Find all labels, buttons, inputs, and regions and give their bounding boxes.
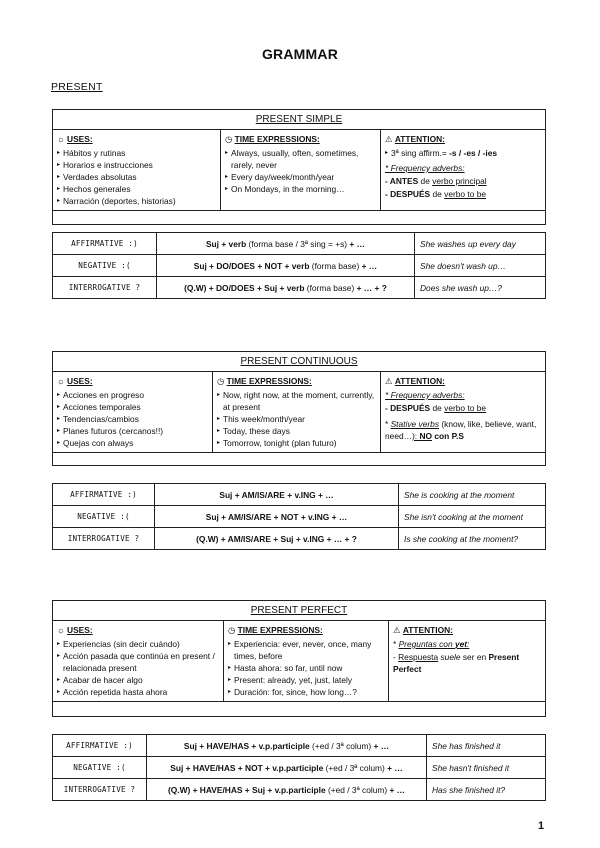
table-row: NEGATIVE :( Suj + AM/IS/ARE + NOT + v.ING + … She isn't cooking at the moment [53,506,546,528]
list-item: ▸ Now, right now, at the moment, currently, at present [217,389,376,413]
present-continuous-title-bar: PRESENT CONTINUOUS [53,352,545,372]
list-item: ▸ Hábitos y rutinas [57,147,216,159]
list-item: ▸ Narración (deportes, historias) [57,195,216,207]
section-heading: PRESENT [51,81,103,93]
present-continuous-forms-table [52,483,546,550]
present-perfect-box [52,600,546,717]
uses-heading: USES: [67,376,93,386]
list-item: ▸ Experiencia: ever, never, once, many times, before [228,638,384,662]
table-row: INTERROGATIVE ? (Q.W) + AM/IS/ARE + Suj + v.ING + … + ? Is she cooking at the moment? [53,528,546,550]
list-item: ▸ This week/month/year [217,413,376,425]
attention-heading: ATTENTION: [402,625,453,635]
list-item: ▸ Present: already, yet, just, lately [228,674,384,686]
list-item: ▸ Horarios e instrucciones [57,159,216,171]
sun-icon: ☼ [57,376,68,386]
table-row: AFFIRMATIVE :) Suj + AM/IS/ARE + v.ING + … She is cooking at the moment [53,484,546,506]
table-row: INTERROGATIVE ? (Q.W) + DO/DOES + Suj + verb (forma base) + … + ? Does she wash up…? [53,277,546,299]
clock-icon: ◷ [225,134,235,144]
warning-icon: ⚠ [393,625,403,635]
list-item: ▸ Duración: for, since, how long…? [228,686,384,698]
table-row: AFFIRMATIVE :) Suj + HAVE/HAS + v.p.participle (+ed / 3ª colum) + … She has finished it [53,735,546,757]
note-line: - DESPUÉS de verbo to be [385,189,487,199]
page-number: 1 [538,820,545,832]
attention-column [381,130,545,210]
time-expressions-column [224,621,389,701]
list-item: ▸ Hechos generales [57,183,216,195]
attention-heading: ATTENTION: [394,134,445,144]
note-line: - DESPUÉS de verbo to be [385,403,487,413]
present-simple-forms-table [52,232,546,299]
note-line: * Frequency adverbs: [385,163,465,173]
list-item: ▸ Always, usually, often, sometimes, rarely, never [225,147,376,171]
sun-icon: ☼ [57,625,68,635]
list-item: ▸ 3ª sing affirm.= -s / -es / -ies [385,147,541,159]
present-perfect-forms-table [52,734,546,801]
attention-heading: ATTENTION: [394,376,445,386]
list-item: ▸ Quejas con always [57,437,208,449]
uses-column [53,372,213,452]
note-line: * Stative verbs (know, like, believe, want, need…): NO con P.S [385,419,537,441]
warning-icon: ⚠ [385,134,395,144]
note-line: * Frequency adverbs: [385,390,465,400]
list-item: ▸ Verdades absolutas [57,171,216,183]
present-simple-title-bar: PRESENT SIMPLE [53,110,545,130]
present-continuous-box [52,351,546,466]
clock-icon: ◷ [228,625,238,635]
warning-icon: ⚠ [385,376,395,386]
table-row: INTERROGATIVE ? (Q.W) + HAVE/HAS + Suj + v.p.participle (+ed / 3ª colum) + … Has she finished it? [53,779,546,801]
note-line: * Preguntas con yet: [393,639,470,649]
list-item: ▸ Acabar de hacer algo [57,674,219,686]
present-simple-box [52,109,546,225]
time-heading: TIME EXPRESSIONS: [226,376,312,386]
table-row: AFFIRMATIVE :) Suj + verb (forma base / 3ª sing = +s) + … She washes up every day [53,233,546,255]
uses-heading: USES: [67,625,93,635]
list-item: ▸ Hasta ahora: so far, until now [228,662,384,674]
list-item: ▸ Acción repetida hasta ahora [57,686,219,698]
list-item: ▸ Today, these days [217,425,376,437]
uses-column [53,130,221,210]
time-expressions-column [213,372,381,452]
clock-icon: ◷ [217,376,227,386]
table-row: NEGATIVE :( Suj + HAVE/HAS + NOT + v.p.participle (+ed / 3ª colum) + … She hasn't finished it [53,757,546,779]
table-row: NEGATIVE :( Suj + DO/DOES + NOT + verb (forma base) + … She doesn't wash up… [53,255,546,277]
sun-icon: ☼ [57,134,68,144]
list-item: ▸ On Mondays, in the morning… [225,183,376,195]
time-heading: TIME EXPRESSIONS: [234,134,320,144]
list-item: ▸ Acciones en progreso [57,389,208,401]
note-line: - Respuesta suele ser en Present Perfect [393,652,520,674]
time-heading: TIME EXPRESSIONS: [237,625,323,635]
list-item: ▸ Acciones temporales [57,401,208,413]
attention-column [381,372,545,452]
list-item: ▸ Planes futuros (cercanos!!) [57,425,208,437]
list-item: ▸ Every day/week/month/year [225,171,376,183]
list-item: ▸ Tomorrow, tonight (plan futuro) [217,437,376,449]
note-line: - ANTES de verbo principal [385,176,487,186]
list-item: ▸ Experiencias (sin decir cuándo) [57,638,219,650]
list-item: ▸ Acción pasada que continúa en present / relacionada present [57,650,219,674]
present-perfect-title-bar: PRESENT PERFECT [53,601,545,621]
list-item: ▸ Tendencias/cambios [57,413,208,425]
attention-column [389,621,545,701]
uses-heading: USES: [67,134,93,144]
uses-column [53,621,224,701]
page-title: GRAMMAR [261,46,339,62]
time-expressions-column [221,130,381,210]
